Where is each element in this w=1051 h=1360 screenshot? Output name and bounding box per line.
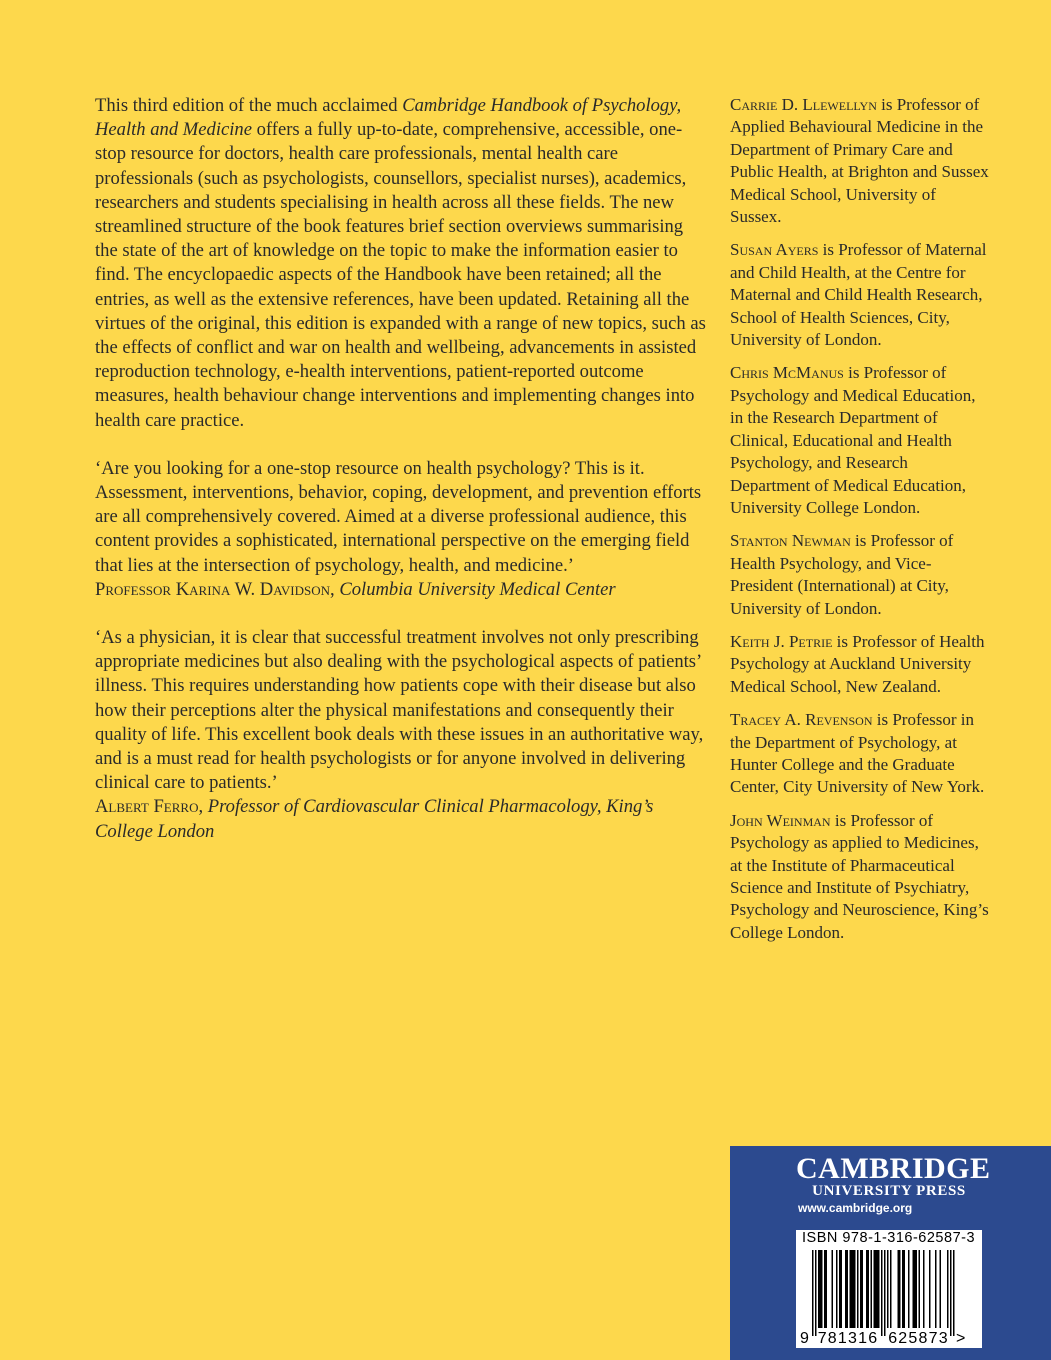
blurb-paragraph	[95, 94, 707, 433]
editor-name: John Weinman	[730, 810, 831, 830]
barcode-panel	[796, 1230, 982, 1348]
book-title: Cambridge Handbook of Psychology, Health and Medicine	[95, 95, 682, 141]
editors-column	[730, 94, 990, 955]
editor-name: Chris McManus	[730, 363, 844, 383]
review-quote: ‘As a physician, it is clear that successful treatment involves not only prescribing appropriate medicines but also dealing with the psychological aspects of patients’ illness. This requires understanding how patients cope with their disease but also how their perceptions alter the physical manifestations and consequently their quality of life. This excellent book deals with these issues in an authoritative way, and is a must read for health psychologists or for anyone involved in delivering clinical care to patients.’	[95, 627, 704, 794]
barcode-bar	[824, 1250, 826, 1328]
barcode-bar	[919, 1250, 921, 1328]
barcode-bar	[847, 1250, 849, 1328]
barcode-bar	[871, 1250, 873, 1328]
barcode-bar	[950, 1250, 952, 1336]
editor-name: Keith J. Petrie	[730, 631, 833, 651]
barcode-bar	[884, 1250, 886, 1336]
barcode-right-digits: 625873	[888, 1330, 949, 1347]
barcode-bar	[866, 1250, 868, 1328]
editor-name: Stanton Newman	[730, 531, 851, 551]
barcode-bar	[860, 1250, 862, 1328]
editor-name: Tracey A. Revenson	[730, 710, 873, 730]
barcode-bar	[821, 1250, 823, 1328]
barcode-bar	[854, 1250, 856, 1328]
blurb-body: offers a fully up-to-date, comprehensive, accessible, one-stop resource for doctors, health care professionals, mental health care professionals (such as psychologists, counsellors, specialist nurses), academics, researchers and students specialising in health across all these fields. The new streamlined structure of the book features brief section overviews summarising the state of the art of knowledge on the topic to make the information easier to find. The encyclopaedic aspects of the Handbook have been retained; all the entries, as well as the extensive references, have been updated. Retaining all the virtues of the original, this edition is expanded with a range of new topics, such as the effects of conflict and war on health and wellbeing, advancements in assisted reproduction technology, e-health interventions, patient-reported outcome measures, health behaviour change interventions and implementing changes into health care practice.	[95, 119, 706, 431]
barcode-bar	[947, 1250, 949, 1328]
barcode-bar	[902, 1250, 904, 1328]
editor-bio: John Weinman is Professor of Psychology as applied to Medicines, at the Institute of Pharmaceutical Science and Institute of Psychiatry, Psychology and Neuroscience, King’s College London.	[730, 810, 989, 942]
barcode-bar	[887, 1250, 889, 1328]
barcode-bar	[878, 1250, 880, 1328]
editor-bio: Keith J. Petrie is Professor of Health Psychology at Auckland University Medical School, New Zealand.	[730, 631, 985, 696]
review-attribution: Albert Ferro, Professor of Cardiovascular Clinical Pharmacology, King’s College London	[95, 796, 654, 842]
barcode-left-digits: 781316	[817, 1330, 879, 1347]
reviewer-name: Albert Ferro	[95, 796, 199, 818]
barcode-bar	[850, 1250, 852, 1328]
barcode-bar	[904, 1250, 906, 1328]
publisher-name: CAMBRIDGE	[796, 1152, 991, 1185]
barcode-bar	[916, 1250, 918, 1328]
editor-bio: Stanton Newman is Professor of Health Psychology, and Vice-President (International) at City, University of London.	[730, 531, 954, 618]
reviewer-affiliation: Columbia University Medical Center	[339, 578, 616, 600]
reviewer-affiliation: Professor of Cardiovascular Clinical Pharmacology, King’s College London	[95, 796, 654, 842]
barcode-bar	[898, 1250, 900, 1328]
publisher-subtitle: UNIVERSITY PRESS	[812, 1183, 966, 1199]
barcode-bar	[953, 1250, 955, 1336]
barcode-first-digit: 9	[800, 1330, 811, 1347]
editor-name: Susan Ayers	[730, 240, 819, 260]
editor-name: Carrie D. Llewellyn	[730, 95, 877, 114]
barcode-bar	[890, 1250, 892, 1328]
barcode-bar	[875, 1250, 877, 1328]
barcode-bar	[935, 1250, 937, 1328]
barcode-bar	[812, 1250, 814, 1336]
barcode-bar	[929, 1250, 931, 1328]
main-column	[95, 94, 707, 844]
editor-bio: Carrie D. Llewellyn is Professor of Applied Behavioural Medicine in the Department of Primary Care and Public Health, at Brighton and Sussex Medical School, University of Sussex.	[730, 95, 989, 227]
barcode-bar	[832, 1250, 834, 1328]
barcode-arrow: >	[956, 1330, 967, 1347]
barcode-bar	[818, 1250, 820, 1328]
barcode-bar	[853, 1250, 855, 1328]
barcode-bar	[820, 1250, 822, 1328]
barcode-bar	[862, 1250, 864, 1328]
barcode-bar	[923, 1250, 925, 1328]
barcode-bar	[845, 1250, 847, 1328]
barcode-bar	[851, 1250, 853, 1328]
editor-bio: Tracey A. Revenson is Professor in the Department of Psychology, at Hunter College and the Graduate Center, City University of New York.	[730, 710, 985, 797]
barcode-bar	[815, 1250, 817, 1336]
barcode-bar	[826, 1250, 828, 1328]
isbn-label: ISBN 978-1-316-62587-3	[802, 1230, 976, 1246]
publisher-url: www.cambridge.org	[798, 1201, 913, 1215]
barcode-bar	[841, 1250, 843, 1328]
barcode-bar	[940, 1250, 942, 1328]
blurb-intro: This third edition of the much acclaimed	[95, 95, 403, 116]
barcode-bar	[899, 1250, 901, 1328]
editor-bio: Chris McManus is Professor of Psychology and Medical Education, in the Research Department of Clinical, Educational and Health Psychology, and Research Department of Medical Education, University College London.	[730, 363, 976, 517]
barcode-bar	[874, 1250, 876, 1328]
editor-bio: Susan Ayers is Professor of Maternal and Child Health, at the Centre for Maternal and Child Health Research, School of Health Sciences, City, University of London.	[730, 240, 987, 350]
barcode-bar	[857, 1250, 859, 1328]
review-quote: ‘Are you looking for a one-stop resource on health psychology? This is it. Assessment, interventions, behavior, coping, development, and prevention efforts are all comprehensively covered. Aimed at a diverse professional audience, this content provides a sophisticated, international perspective on the emerging field that lies at the intersection of psychology, health, and medicine.’	[95, 457, 702, 576]
barcode-bar	[839, 1250, 841, 1328]
barcode	[796, 1230, 982, 1348]
barcode-bar	[836, 1250, 838, 1328]
barcode-bar	[868, 1250, 870, 1328]
barcode-bar	[877, 1250, 879, 1328]
barcode-bar	[913, 1250, 915, 1328]
barcode-bar	[914, 1250, 916, 1328]
review-attribution: Professor Karina W. Davidson, Columbia University Medical Center	[95, 578, 616, 600]
reviewer-name: Professor Karina W. Davidson	[95, 578, 331, 600]
barcode-bar	[881, 1250, 883, 1336]
barcode-bar	[908, 1250, 910, 1328]
